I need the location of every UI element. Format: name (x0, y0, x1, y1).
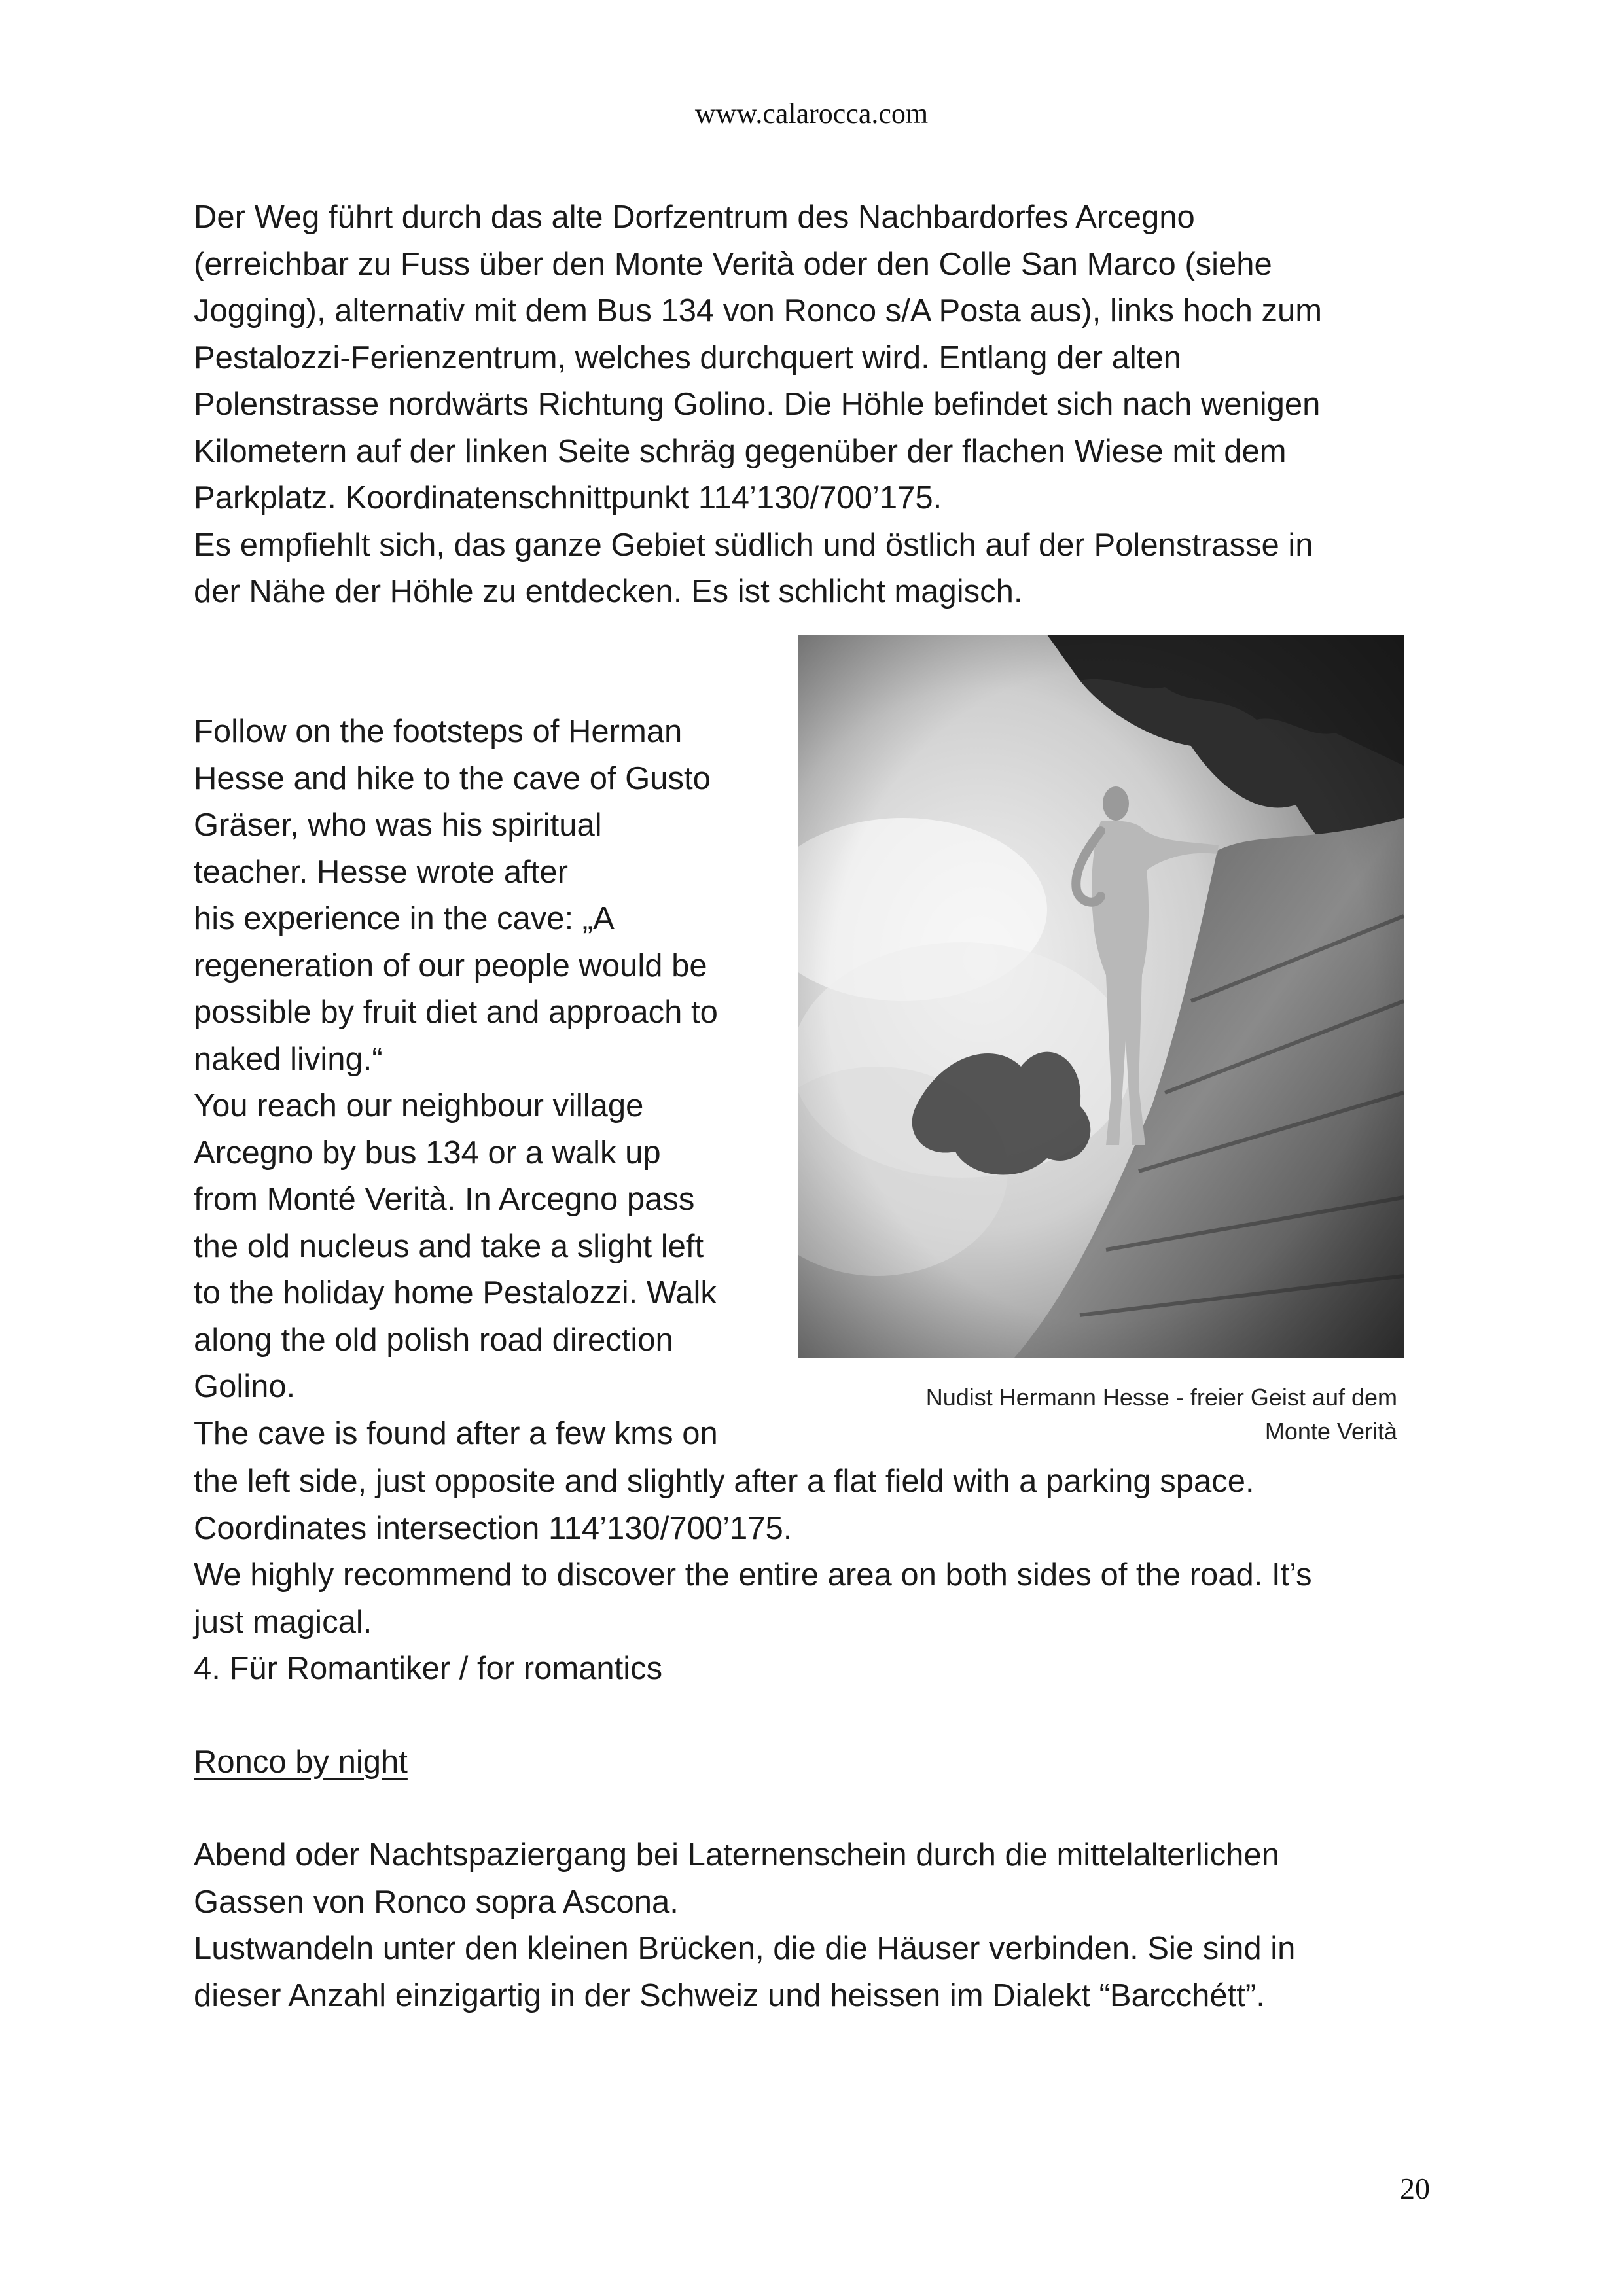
text-line: Coordinates intersection 114’130/700’175. (194, 1510, 793, 1546)
english-directions-narrow (194, 709, 718, 1457)
text-line: Abend oder Nachtspaziergang bei Laternenschein durch die mittelalterlichen (194, 1837, 1279, 1873)
caption-line: Monte Verità (1264, 1418, 1397, 1445)
text-line: Kilometern auf der linken Seite schräg gegenüber der flachen Wiese mit dem (194, 433, 1287, 469)
ronco-by-night-paragraph (194, 1832, 1476, 2019)
section-heading: 4. Für Romantiker / for romantics (194, 1651, 663, 1686)
text-line: the left side, just opposite and slightly after a flat field with a parking space. (194, 1464, 1255, 1499)
text-line: We highly recommend to discover the entire area on both sides of the road. It’s (194, 1557, 1312, 1593)
text-line: his experience in the cave: „A (194, 901, 615, 936)
text-line: Arcegno by bus 134 or a walk up (194, 1135, 661, 1171)
text-line: just magical. (194, 1604, 372, 1640)
text-line: Jogging), alternativ mit dem Bus 134 von Ronco s/A Posta aus), links hoch zum (194, 293, 1323, 328)
caption-line: Nudist Hermann Hesse - freier Geist auf dem (925, 1384, 1397, 1411)
text-line: Parkplatz. Koordinatenschnittpunkt 114’130/700’175. (194, 480, 942, 516)
text-line: naked living.“ (194, 1041, 383, 1077)
text-line: You reach our neighbour village (194, 1088, 644, 1123)
text-line: regeneration of our people would be (194, 947, 707, 983)
text-line: Gassen von Ronco sopra Ascona. (194, 1884, 679, 1920)
text-line: the old nucleus and take a slight left (194, 1228, 704, 1264)
text-line: dieser Anzahl einzigartig in der Schweiz und heissen im Dialekt “Barcchétt”. (194, 1977, 1265, 2013)
page-number: 20 (1400, 2172, 1430, 2205)
photo-caption (838, 1381, 1397, 1449)
text-line: der Nähe der Höhle zu entdecken. Es ist schlicht magisch. (194, 574, 1023, 609)
hesse-photograph (798, 635, 1404, 1358)
text-line: possible by fruit diet and approach to (194, 995, 718, 1030)
german-directions-paragraph (194, 194, 1476, 616)
sub-heading: Ronco by night (194, 1744, 408, 1780)
text-line: (erreichbar zu Fuss über den Monte Verità oder den Colle San Marco (siehe (194, 246, 1272, 282)
text-line: along the old polish road direction (194, 1322, 673, 1358)
english-directions-wide (194, 1458, 1476, 1646)
text-line: Golino. (194, 1369, 296, 1404)
text-line: Follow on the footsteps of Herman (194, 714, 683, 749)
text-line: Lustwandeln unter den kleinen Brücken, die die Häuser verbinden. Sie sind in (194, 1931, 1296, 1966)
text-line: Gräser, who was his spiritual (194, 807, 602, 843)
text-line: Hesse and hike to the cave of Gusto (194, 760, 711, 796)
text-line: The cave is found after a few kms on (194, 1415, 718, 1451)
text-line: teacher. Hesse wrote after (194, 854, 568, 890)
text-line: from Monté Verità. In Arcegno pass (194, 1182, 695, 1217)
header-url: www.calarocca.com (694, 97, 929, 130)
text-line: Polenstrasse nordwärts Richtung Golino. Die Höhle befindet sich nach wenigen (194, 387, 1321, 422)
text-line: to the holiday home Pestalozzi. Walk (194, 1275, 717, 1311)
text-line: Der Weg führt durch das alte Dorfzentrum des Nachbardorfes Arcegno (194, 200, 1195, 235)
text-line: Es empfiehlt sich, das ganze Gebiet südlich und östlich auf der Polenstrasse in (194, 527, 1313, 563)
text-line: Pestalozzi-Ferienzentrum, welches durchquert wird. Entlang der alten (194, 340, 1181, 376)
